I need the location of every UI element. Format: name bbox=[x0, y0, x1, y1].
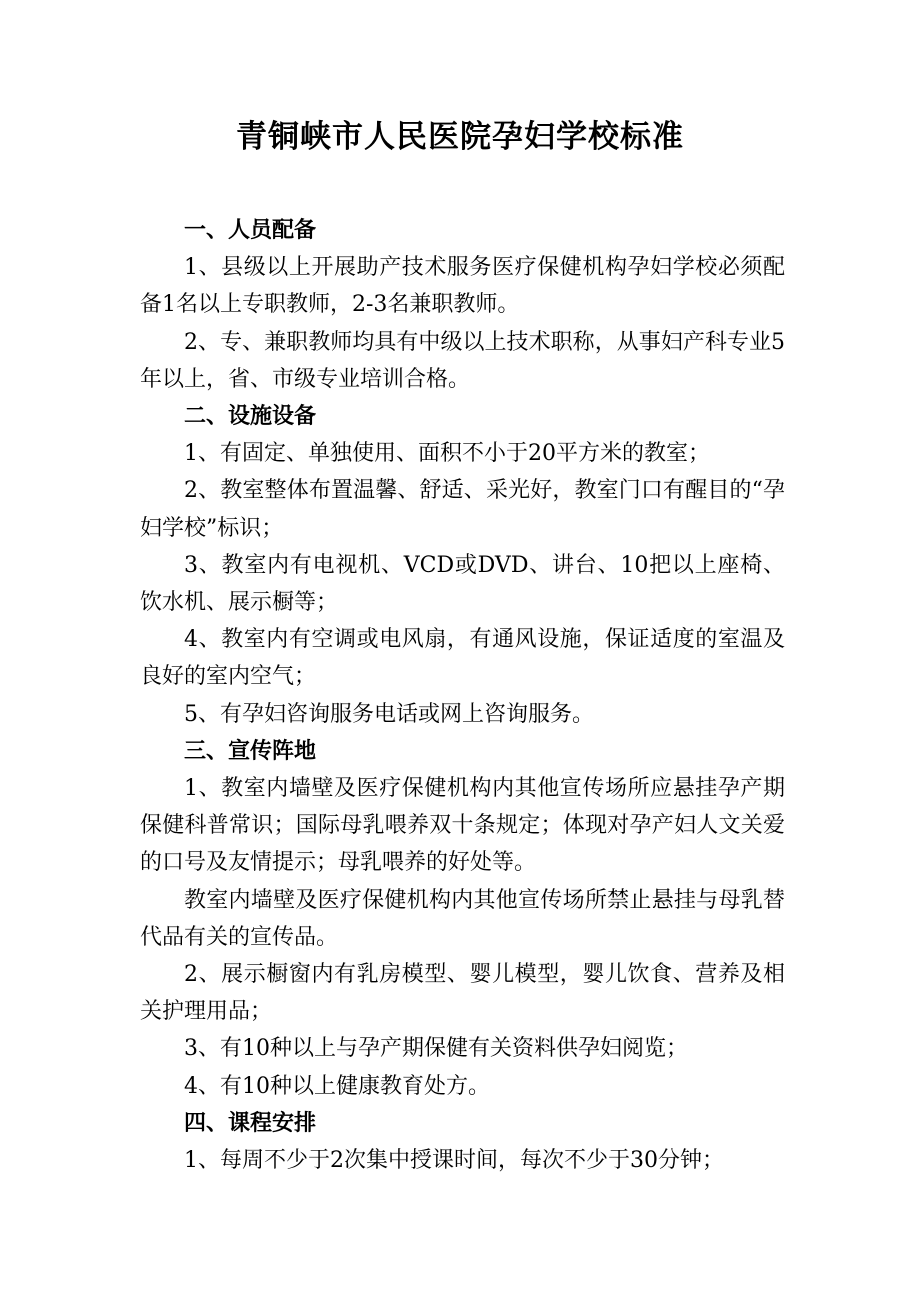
paragraph: 4、有10种以上健康教育处方。 bbox=[184, 1073, 490, 1099]
section-publicity bbox=[140, 733, 785, 1105]
paragraph: 1、县级以上开展助产技术服务医疗保健机构孕妇学校必须配备1名以上专职教师，2-3名兼职教师。 bbox=[140, 255, 785, 318]
paragraph: 1、教室内墙壁及医疗保健机构内其他宣传场所应悬挂孕产期保健科普常识；国际母乳喂养双十条规定；体现对孕产妇人文关爱的口号及友情提示；母乳喂养的好处等。 bbox=[140, 776, 785, 876]
document-body bbox=[140, 212, 785, 1179]
paragraph: 教室内墙壁及医疗保健机构内其他宣传场所禁止悬挂与母乳替代品有关的宣传品。 bbox=[140, 887, 785, 950]
paragraph: 1、每周不少于2次集中授课时间，每次不少于30分钟； bbox=[184, 1148, 724, 1174]
section-heading: 二、设施设备 bbox=[184, 404, 317, 430]
section-staffing bbox=[140, 212, 785, 398]
paragraph: 2、专、兼职教师均具有中级以上技术职称，从事妇产科专业5年以上，省、市级专业培训合格。 bbox=[140, 329, 785, 392]
paragraph: 2、教室整体布置温馨、舒适、采光好，教室门口有醒目的“孕妇学校”标识； bbox=[140, 478, 785, 541]
section-heading: 一、人员配备 bbox=[184, 218, 317, 243]
section-facilities bbox=[140, 398, 785, 733]
section-heading: 三、宣传阵地 bbox=[184, 738, 317, 764]
paragraph: 2、展示橱窗内有乳房模型、婴儿模型，婴儿饮食、营养及相关护理用品； bbox=[140, 962, 785, 1025]
section-curriculum bbox=[140, 1105, 785, 1179]
paragraph: 1、有固定、单独使用、面积不小于20平方米的教室； bbox=[184, 441, 710, 467]
paragraph: 3、有10种以上与孕产期保健有关资料供孕妇阅览； bbox=[184, 1036, 688, 1062]
document-title: 青铜峡市人民医院孕妇学校标准 bbox=[236, 119, 684, 155]
paragraph: 3、教室内有电视机、VCD或DVD、讲台、10把以上座椅、饮水机、展示橱等； bbox=[140, 552, 785, 616]
paragraph: 5、有孕妇咨询服务电话或网上咨询服务。 bbox=[184, 701, 594, 727]
paragraph: 4、教室内有空调或电风扇，有通风设施，保证适度的室温及良好的室内空气； bbox=[140, 627, 785, 690]
section-heading: 四、课程安排 bbox=[184, 1110, 317, 1136]
